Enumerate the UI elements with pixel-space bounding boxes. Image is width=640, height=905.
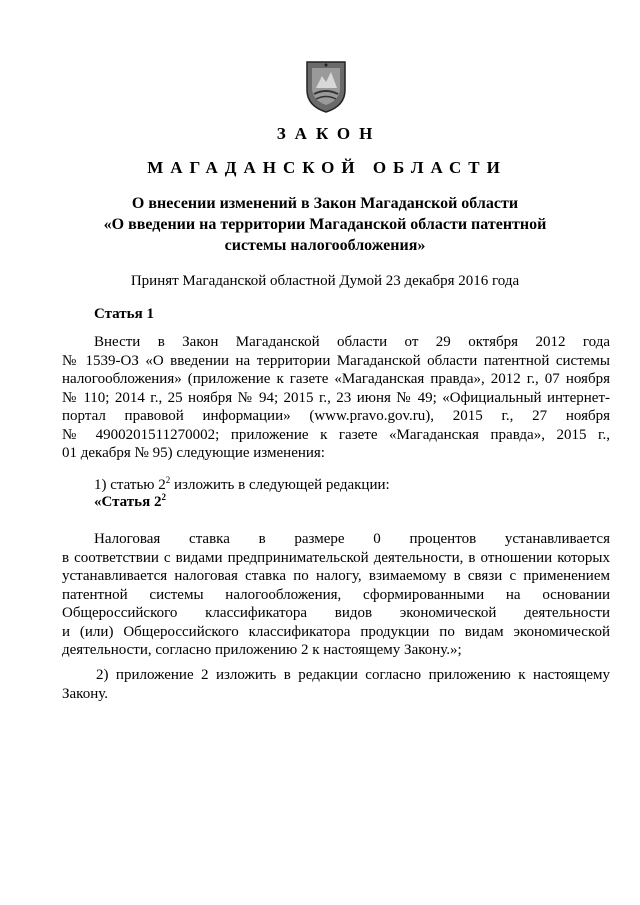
paragraph-line: в соответствии с видами предпринимательской деятельности, в отношении которых	[62, 549, 610, 566]
paragraph-line: патентной системы налогообложения, сформированными на основании	[62, 586, 610, 603]
item-1-text: 1) статью 2	[94, 477, 166, 493]
paragraph-line: № 110; 2014 г., 25 ноября № 94; 2015 г., 23 июня № 49; «Официальный интернет-	[62, 389, 610, 406]
subtitle-line: системы налогообложения»	[224, 237, 426, 254]
region-title: МАГАДАНСКОЙ ОБЛАСТИ	[147, 158, 507, 177]
paragraph-line: налогообложения» (приложение к газете «Магаданская правда», 2012 г., 07 ноября	[62, 371, 610, 387]
paragraph-line: 01 декабря № 95) следующие изменения:	[62, 445, 325, 461]
paragraph-line: 2) приложение 2 изложить в редакции согласно приложению к настоящему	[96, 667, 610, 683]
quoted-heading-text: «Статья 2	[94, 494, 162, 510]
paragraph-line: Внести в Закон Магаданской области от 29 октября 2012 года	[94, 334, 610, 350]
law-subtitle	[80, 193, 570, 256]
paragraph-line: № 4900201511270002; приложение к газете «Магаданская правда», 2015 г.,	[62, 426, 610, 443]
paragraph-line: деятельности, согласно приложению 2 к настоящему Закону.»;	[62, 642, 462, 658]
superscript: 2	[165, 475, 171, 485]
paragraph-line: Закону.	[62, 685, 108, 702]
paragraph-line: № 1539-ОЗ «О введении на территории Магаданской области патентной системы	[62, 352, 610, 369]
subtitle-line: О внесении изменений в Закон Магаданской области	[131, 195, 519, 212]
law-title: ЗАКОН	[276, 124, 382, 143]
paragraph-line: Налоговая ставка в размере 0 процентов устанавливается	[94, 531, 610, 547]
coat-of-arms-emblem	[304, 58, 348, 114]
intro-paragraph	[62, 333, 610, 463]
paragraph-line: устанавливается налоговая ставка по налогу, взимаемому в связи с применением	[62, 568, 610, 584]
rate-paragraph	[62, 530, 610, 660]
quoted-article-heading	[94, 494, 166, 511]
item-1-text-rest: изложить в следующей редакции:	[170, 477, 390, 493]
article-heading: Статья 1	[94, 306, 154, 322]
item-1	[94, 477, 390, 494]
item-2-paragraph	[62, 666, 610, 703]
paragraph-line: Общероссийского классификатора видов экономической деятельности	[62, 605, 610, 621]
superscript: 2	[161, 492, 166, 502]
paragraph-line: и (или) Общероссийского классификатора продукции по видам экономической	[62, 623, 610, 640]
paragraph-line: портал правовой информации» (www.pravo.gov.ru), 2015 г., 27 ноября	[62, 408, 610, 424]
adoption-line: Принят Магаданской областной Думой 23 декабря 2016 года	[130, 273, 520, 289]
subtitle-line: «О введении на территории Магаданской области патентной	[103, 216, 547, 233]
